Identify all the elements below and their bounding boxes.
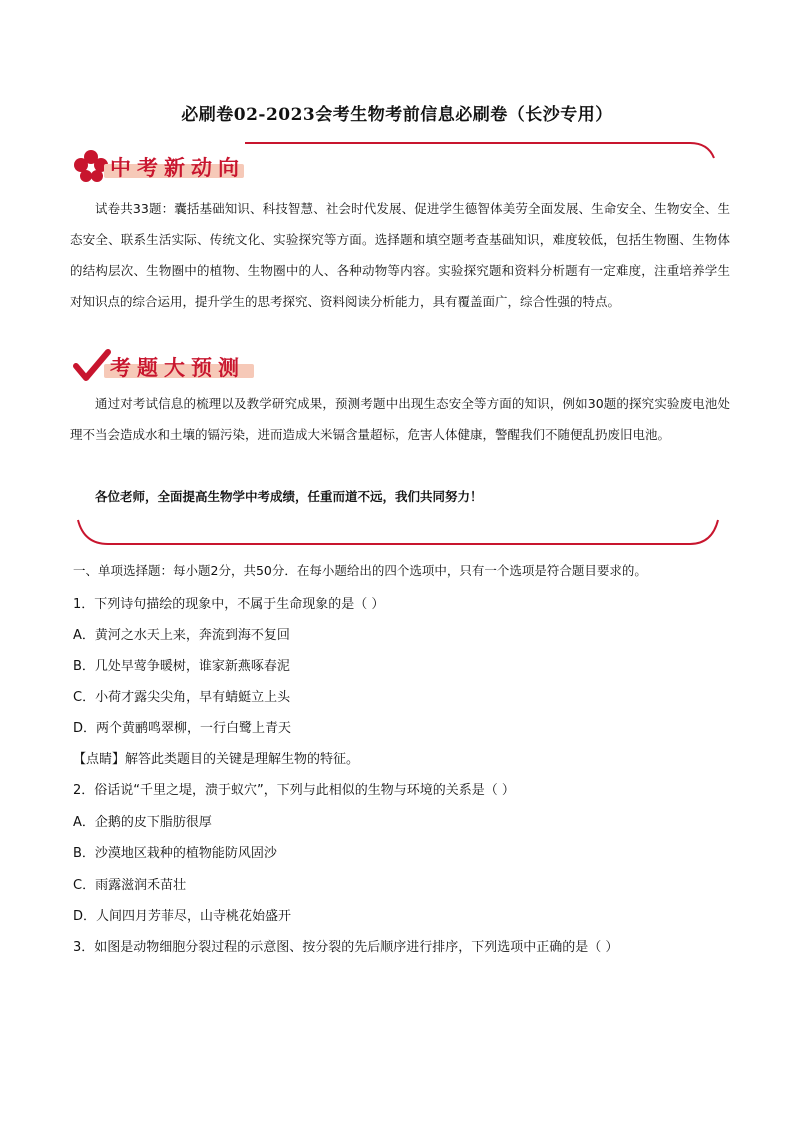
question-1-stem: 1．下列诗句描绘的现象中，不属于生命现象的是（ ）	[73, 597, 385, 612]
question-1-note: 【点睛】解答此类题目的关键是理解生物的特征。	[73, 752, 360, 767]
question-2-option-b: B．沙漠地区栽种的植物能防风固沙	[73, 846, 277, 861]
section-label-trend: 中考新动向	[110, 156, 245, 180]
question-3-stem: 3．如图是动物细胞分裂过程的示意图、按分裂的先后顺序进行排序，下列选项中正确的是（ ）	[73, 940, 619, 955]
frame-bottom-arc	[78, 520, 718, 544]
question-2-option-c: C．雨露滋润禾苗壮	[73, 878, 187, 893]
forecast-closing: 各位老师，全面提高生物学中考成绩，任重而道不远，我们共同努力！	[95, 489, 483, 504]
frame-top-arc	[245, 143, 714, 158]
forecast-paragraph: 通过对考试信息的梳理以及教学研究成果，预测考题中出现生态安全等方面的知识，例如30题的探究实验废电池处理不当会造成水和土壤的镉污染，进而造成大米镉含量超标，危害人体健康，警醒我们不随便乱扔废旧电池。	[70, 396, 730, 442]
question-2-stem: 2．俗话说“千里之堤，溃于蚁穴”，下列与此相似的生物与环境的关系是（ ）	[73, 783, 515, 798]
question-1-option-a: A．黄河之水天上来，奔流到海不复回	[73, 628, 290, 643]
question-2-option-a: A．企鹅的皮下脂肪很厚	[73, 815, 212, 830]
section-instruction: 一、单项选择题：每小题2分，共50分．在每小题给出的四个选项中，只有一个选项是符合题目要求的。	[73, 563, 647, 578]
section-label-forecast: 考题大预测	[110, 356, 245, 380]
section-header-forecast	[70, 350, 270, 384]
question-1-option-c: C．小荷才露尖尖角，早有蜻蜓立上头	[73, 690, 291, 705]
trend-paragraph: 试卷共33题：囊括基础知识、科技智慧、社会时代发展、促进学生德智体美劳全面发展、生命安全、生物安全、生态安全、联系生活实际、传统文化、实验探究等方面。选择题和填空题考查基础知识，难度较低，包括生物圈、生物体的结构层次、生物圈中的植物、生物圈中的人、各种动物等内容。实验探究题和资料分析题有一定难度，注重培养学生对知识点的综合运用，提升学生的思考探究、资料阅读分析能力，具有覆盖面广，综合性强的特点。	[70, 201, 730, 309]
page-title: 必刷卷02-2023会考生物考前信息必刷卷（长沙专用）	[181, 105, 613, 125]
section-header-trend	[70, 150, 270, 184]
question-1-option-b: B．几处早莺争暖树，谁家新燕啄春泥	[73, 659, 290, 674]
question-2-option-d: D．人间四月芳菲尽，山寺桃花始盛开	[73, 909, 292, 924]
question-1-option-d: D．两个黄鹂鸣翠柳，一行白鹭上青天	[73, 721, 292, 736]
